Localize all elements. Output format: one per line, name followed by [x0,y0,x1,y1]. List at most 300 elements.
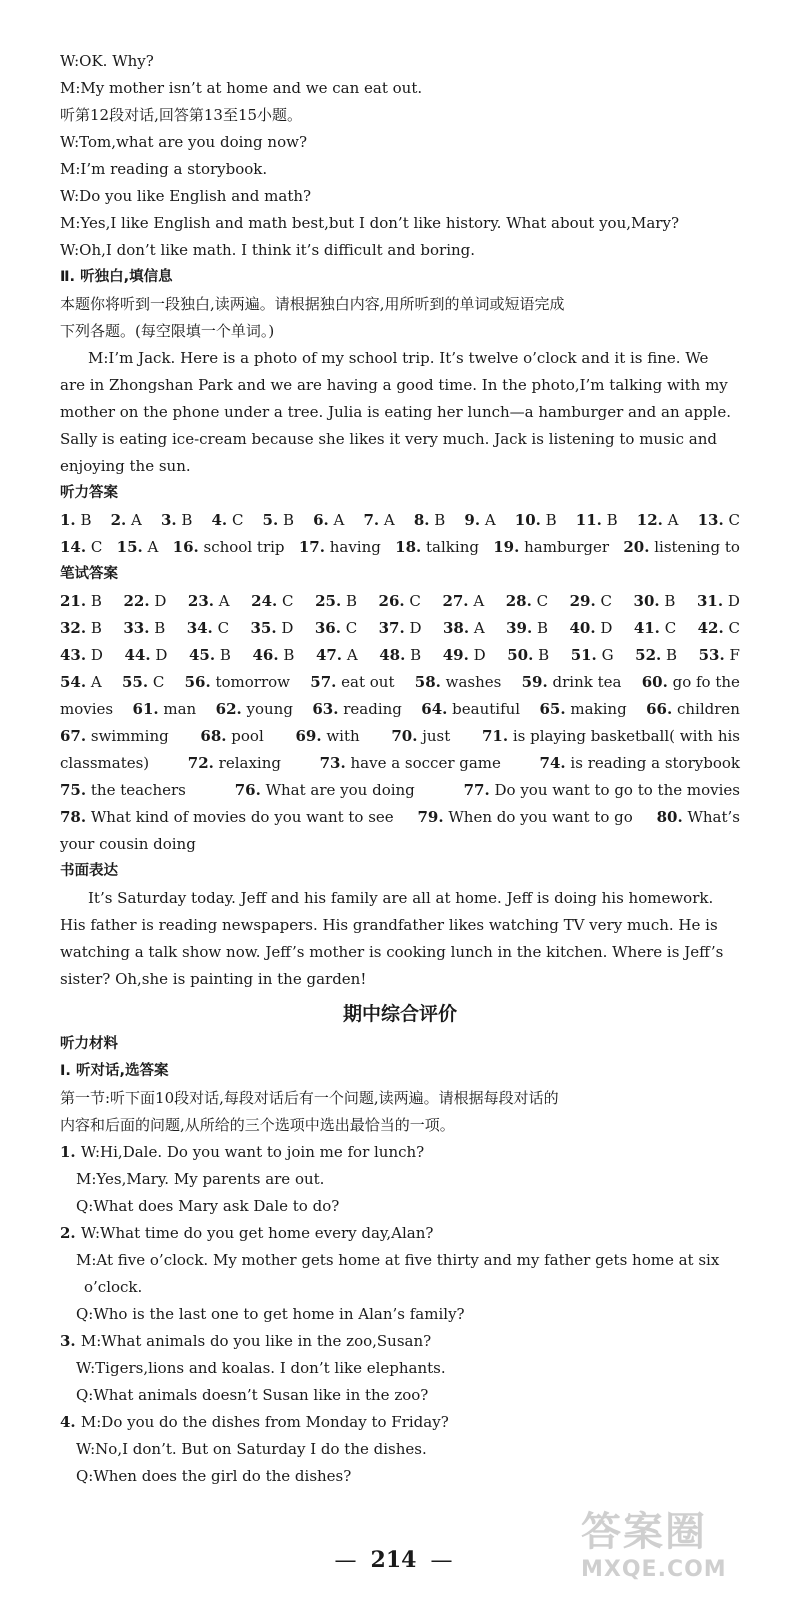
question-number: 3. [60,1332,81,1350]
answer-number: 79. [417,808,444,826]
answer-value: B [86,619,102,637]
dialogue-text: Q:What does Mary ask Dale to do? [76,1197,340,1215]
midterm-title: 期中综合评价 [342,1003,457,1025]
answer-item [60,588,102,615]
answer-number: 37. [378,619,405,637]
answer-value: D [595,619,613,637]
answer-item [493,534,609,561]
answer-item [188,588,230,615]
answer-item [506,615,548,642]
midterm-dialogue-line [60,1301,740,1328]
answer-number: 38. [442,619,470,637]
answer-item [161,507,192,534]
answer-value: is playing basketball( with his [508,727,740,745]
answer-value: reading [338,700,402,718]
writing-line: sister? Oh,she is painting in the garden! [60,970,367,988]
midterm-dialogue-line [60,1463,740,1490]
answer-item [60,669,102,696]
answer-number: 33. [123,619,150,637]
answer-number: 57. [310,673,337,691]
dialogue-text: M:What animals do you like in the zoo,Susan? [80,1332,432,1350]
answer-number: 4. [211,511,228,529]
midterm-items [60,1139,740,1490]
answer-item [442,588,484,615]
answer-value: B [278,646,295,664]
answer-item [634,588,676,615]
instruction-line: 本题你将听到一段独白,读两遍。请根据独白内容,用所听到的单词或短语完成 [60,295,565,313]
answer-value: B [661,646,678,664]
written-answers-heading: 笔试答案 [60,566,118,582]
answer-item [571,642,614,669]
answer-item [576,507,618,534]
answer-item [60,696,113,723]
answer-number: 56. [184,673,211,691]
answer-value: B [429,511,446,529]
answer-number: 59. [521,673,548,691]
answer-item [251,588,293,615]
answer-number: 39. [506,619,533,637]
watermark-top: 答案圈 [581,1509,707,1555]
answer-value: A [126,511,142,529]
answer-value: the teachers [86,781,186,799]
answer-item [623,534,740,561]
answer-number: 71. [481,727,509,745]
dialogue-text: W:What time do you get home every day,Alan? [80,1224,434,1242]
answer-value: D [468,646,486,664]
answer-item [188,750,281,777]
answer-number: 80. [656,808,683,826]
answer-value: D [150,646,168,664]
answer-number: 28. [505,592,532,610]
answer-value: movies [60,700,114,718]
dialogue-text: M:At five o’clock. My mother gets home at five thirty and my father gets home at six [76,1251,720,1269]
answer-number: 9. [464,511,481,529]
answer-number: 69. [295,727,322,745]
answer-value: What’s [682,808,740,826]
answer-item [506,588,548,615]
answer-number: 24. [251,592,278,610]
footer-dash-left: — [334,1548,357,1573]
answer-value: C [531,592,549,610]
answer-item [313,507,344,534]
answer-value: B [405,646,422,664]
answer-item [216,696,293,723]
answer-number: 58. [414,673,441,691]
answer-number: 5. [262,511,279,529]
midterm-dialogue-line [60,1220,740,1247]
answer-number: 25. [315,592,342,610]
answer-item [320,750,501,777]
answer-item [123,588,166,615]
answer-row [60,777,740,804]
monologue-line: M:I’m Jack. Here is a photo of my school trip. It’s twelve o’clock and it is fine. We [88,349,709,367]
midterm-dialogue-line [60,1193,740,1220]
answer-number: 46. [252,646,279,664]
answer-item [507,642,549,669]
question-number: 1. [60,1143,81,1161]
answer-number: 76. [234,781,261,799]
answer-value: A [342,646,358,664]
answer-value: When do you want to go [443,808,633,826]
answer-value: swimming [86,727,169,745]
answer-number: 54. [60,673,87,691]
answer-value: go fo the [667,673,740,691]
answer-item [642,669,740,696]
answer-item [570,588,612,615]
page-number: 214 [370,1547,417,1573]
answer-number: 60. [641,673,668,691]
dialogue-text: Q:What animals doesn’t Susan like in the zoo? [76,1386,429,1404]
answer-row [60,669,740,696]
answer-row [60,588,740,615]
answer-value: drink tea [547,673,622,691]
answer-value: B [341,592,357,610]
answer-number: 17. [298,538,325,556]
answer-value: D [149,592,167,610]
answer-value: A [662,511,679,529]
answer-item [635,642,677,669]
answer-number: 67. [60,727,87,745]
answer-item [315,615,357,642]
answer-row [60,804,740,831]
answer-item [637,507,679,534]
answer-value: B [532,619,549,637]
answer-row [60,642,740,669]
answer-value: children [672,700,740,718]
answer-number: 20. [623,538,650,556]
answer-value: C [595,592,612,610]
answer-number: 65. [539,700,566,718]
answer-number: 45. [188,646,216,664]
answer-item [263,507,294,534]
answer-item [464,507,495,534]
answer-item [60,723,169,750]
answer-item [60,534,102,561]
answer-row [60,750,740,777]
answer-number: 1. [60,511,76,529]
answer-number: 61. [132,700,159,718]
question-number: 4. [60,1413,81,1431]
answer-number: 53. [698,646,725,664]
answer-item [569,615,612,642]
answer-item [316,642,358,669]
dialogue-text: W:Tigers,lions and koalas. I don’t like elephants. [76,1359,446,1377]
answer-row [60,696,740,723]
answer-item [395,534,479,561]
footer-dash-right: — [430,1548,453,1573]
answer-item [379,642,421,669]
writing-heading: 书面表达 [60,863,118,879]
writing-line: watching a talk show now. Jeff’s mother is cooking lunch in the kitchen. Where is Jeff’s [60,943,724,961]
answer-number: 41. [633,619,660,637]
answer-item [540,750,740,777]
answer-value: A [328,511,345,529]
answer-value: B [149,619,166,637]
answer-number: 48. [379,646,406,664]
answer-item [60,804,394,831]
answer-item [421,696,520,723]
answer-item [646,696,740,723]
answer-value: hamburger [519,538,610,556]
answer-value: A [469,619,485,637]
dialogue-line: M:My mother isn’t at home and we can eat out. [60,79,423,97]
answer-item [295,723,359,750]
answer-value: classmates) [60,754,150,772]
answer-item [60,507,91,534]
answer-row [60,534,740,561]
material-heading: 听力材料 [60,1036,118,1052]
answer-value: C [212,619,230,637]
answer-number: 21. [60,592,87,610]
answer-row [60,723,740,750]
answer-value: A [379,511,395,529]
midterm-dialogue-line [60,1274,740,1301]
answer-number: 2. [110,511,127,529]
answer-item [657,804,740,831]
answer-value: talking [421,538,479,556]
answer-item [60,835,196,853]
answer-item [443,615,485,642]
answer-number: 62. [215,700,242,718]
midterm-dialogue-line [60,1382,740,1409]
answer-number: 77. [463,781,490,799]
monologue-line: mother on the phone under a tree. Julia is eating her lunch—a hamburger and an apple. [60,403,731,421]
answer-item [312,696,402,723]
answer-number: 32. [60,619,87,637]
answer-value: C [723,511,740,529]
watermark-bottom: MXQE.COM [581,1557,727,1582]
answer-item [235,777,415,804]
answer-number: 72. [187,754,214,772]
answer-number: 18. [395,538,422,556]
midterm-dialogue-line [60,1436,740,1463]
instruction-line: 下列各题。(每空限填一个单词。) [60,322,275,340]
answer-item [697,588,740,615]
answer-number: 43. [60,646,87,664]
dialogue-line: W:Do you like English and math? [60,187,312,205]
answer-item [415,669,502,696]
answer-number: 35. [250,619,277,637]
answer-value: A [468,592,485,610]
answer-item [117,534,159,561]
answer-number: 8. [413,511,430,529]
question-number: 2. [60,1224,81,1242]
answer-item [414,507,445,534]
answer-number: 42. [697,619,724,637]
answer-number: 23. [187,592,215,610]
answer-value: school trip [198,538,285,556]
answer-value: Do you want to go to the movies [489,781,740,799]
answer-value: G [596,646,614,664]
answer-value: beautiful [447,700,521,718]
answer-value: B [75,511,92,529]
answer-value: eat out [336,673,395,691]
answer-item [252,642,294,669]
answer-number: 27. [442,592,469,610]
answer-number: 52. [635,646,662,664]
answer-number: 31. [696,592,724,610]
answer-item [634,615,676,642]
answer-number: 15. [116,538,143,556]
answer-item [122,669,164,696]
writing-line: It’s Saturday today. Jeff and his family are all at home. Jeff is doing his homework. [88,889,714,907]
answer-item [522,669,622,696]
answer-number: 64. [421,700,448,718]
answer-item [187,615,229,642]
answer-value: pool [226,727,264,745]
answer-value: D [723,592,740,610]
answer-value: listening to [649,538,740,556]
answer-number: 74. [539,754,566,772]
answer-item [200,723,263,750]
answer-number: 44. [124,646,151,664]
answer-number: 22. [123,592,150,610]
answer-value: C [277,592,294,610]
answer-row [60,507,740,534]
answer-value: young [241,700,293,718]
dialogue-line: M:I’m reading a storybook. [60,160,268,178]
answer-item [124,642,167,669]
answer-item [299,534,381,561]
answer-item [185,669,290,696]
answer-value: What kind of movies do you want to see [86,808,394,826]
answer-value: F [724,646,740,664]
answer-item [363,507,394,534]
answer-value: have a soccer game [345,754,501,772]
answer-value: D [404,619,422,637]
answer-value: B [86,592,102,610]
answer-value: B [278,511,294,529]
answer-item [379,615,422,642]
answer-item [379,588,421,615]
answer-number: 11. [575,511,602,529]
dialogue-text: M:Yes,Mary. My parents are out. [76,1170,325,1188]
answer-number: 12. [636,511,663,529]
answer-value: your cousin doing [60,835,196,853]
answer-number: 51. [570,646,597,664]
answer-number: 50. [507,646,534,664]
answer-item [310,669,394,696]
answer-value: B [659,592,676,610]
answer-item [540,696,627,723]
answer-number: 6. [313,511,329,529]
answer-value: B [215,646,231,664]
answer-number: 34. [186,619,213,637]
answer-value: tomorrow [210,673,291,691]
answer-item [464,777,740,804]
dialogue-text: Q:When does the girl do the dishes? [76,1467,352,1485]
answer-value: man [158,700,197,718]
answer-item [60,642,103,669]
answer-value: C [227,511,244,529]
answer-item [60,615,102,642]
answer-number: 78. [60,808,87,826]
answer-number: 19. [493,538,520,556]
answer-value: A [86,673,102,691]
answer-row [60,831,740,858]
instruction-line: 第一节:听下面10段对话,每段对话后有一个问题,读两遍。请根据每段对话的 [60,1089,559,1107]
answer-number: 16. [172,538,199,556]
dialogue-text: o’clock. [84,1278,143,1296]
answer-item [212,507,244,534]
answer-item [482,723,740,750]
dialogue-text: W:Hi,Dale. Do you want to join me for lunch? [80,1143,425,1161]
answer-value: D [276,619,294,637]
monologue-line: enjoying the sun. [60,457,191,475]
midterm-dialogue-line [60,1328,740,1355]
answer-number: 30. [633,592,660,610]
writing-line: His father is reading newspapers. His grandfather likes watching TV very much. He is [60,916,718,934]
answer-number: 73. [319,754,346,772]
midterm-dialogue-line [60,1247,740,1274]
answer-value: with [321,727,360,745]
answer-number: 26. [378,592,405,610]
answer-item [417,804,632,831]
monologue-line: are in Zhongshan Park and we are having a good time. In the photo,I’m talking with my [60,376,728,394]
answer-item [111,507,142,534]
answer-value: having [324,538,381,556]
answer-value: making [565,700,627,718]
answer-value: just [417,727,451,745]
answer-item [250,615,293,642]
answer-item [698,507,740,534]
answer-item [515,507,557,534]
answer-item [443,642,486,669]
answer-item [391,723,450,750]
answer-item [189,642,231,669]
answer-item [133,696,197,723]
dialogue-line: W:OK. Why? [60,52,154,70]
answer-value: What are you doing [260,781,415,799]
answer-number: 40. [569,619,596,637]
answer-item [173,534,285,561]
dialogue-text: W:No,I don’t. But on Saturday I do the dishes. [76,1440,427,1458]
answer-value: B [540,511,557,529]
answer-value: C [148,673,165,691]
dialogue-line: W:Tom,what are you doing now? [60,133,307,151]
answer-item [60,750,149,777]
watermark-logo [581,1500,771,1590]
dialogue-text: Q:Who is the last one to get home in Alan’s family? [76,1305,465,1323]
answer-value: washes [440,673,502,691]
answer-number: 63. [312,700,339,718]
answer-number: 13. [697,511,724,529]
answer-value: C [340,619,358,637]
answer-number: 49. [442,646,469,664]
answer-value: C [86,538,103,556]
answer-number: 75. [60,781,87,799]
answer-value: B [176,511,193,529]
dialogue-line: W:Oh,I don’t like math. I think it’s difficult and boring. [60,241,476,259]
dialogue-line: M:Yes,I like English and math best,but I don’t like history. What about you,Mary? [60,214,679,232]
listening-answers-heading: 听力答案 [60,485,118,501]
answer-item [315,588,357,615]
answer-value: D [86,646,103,664]
instruction-line: 内容和后面的问题,从所给的三个选项中选出最恰当的一项。 [60,1116,455,1134]
answer-number: 3. [160,511,177,529]
dialogue-text: M:Do you do the dishes from Monday to Friday? [80,1413,449,1431]
answer-row [60,615,740,642]
answer-value: B [533,646,550,664]
answer-number: 68. [200,727,227,745]
midterm-dialogue-line [60,1409,740,1436]
answer-value: C [404,592,421,610]
answer-item [698,615,740,642]
monologue-line: Sally is eating ice-cream because she likes it very much. Jack is listening to music and [60,430,717,448]
dialogue-instruction: 听第12段对话,回答第13至15小题。 [60,106,303,124]
answer-item [60,777,186,804]
answer-value: B [601,511,618,529]
